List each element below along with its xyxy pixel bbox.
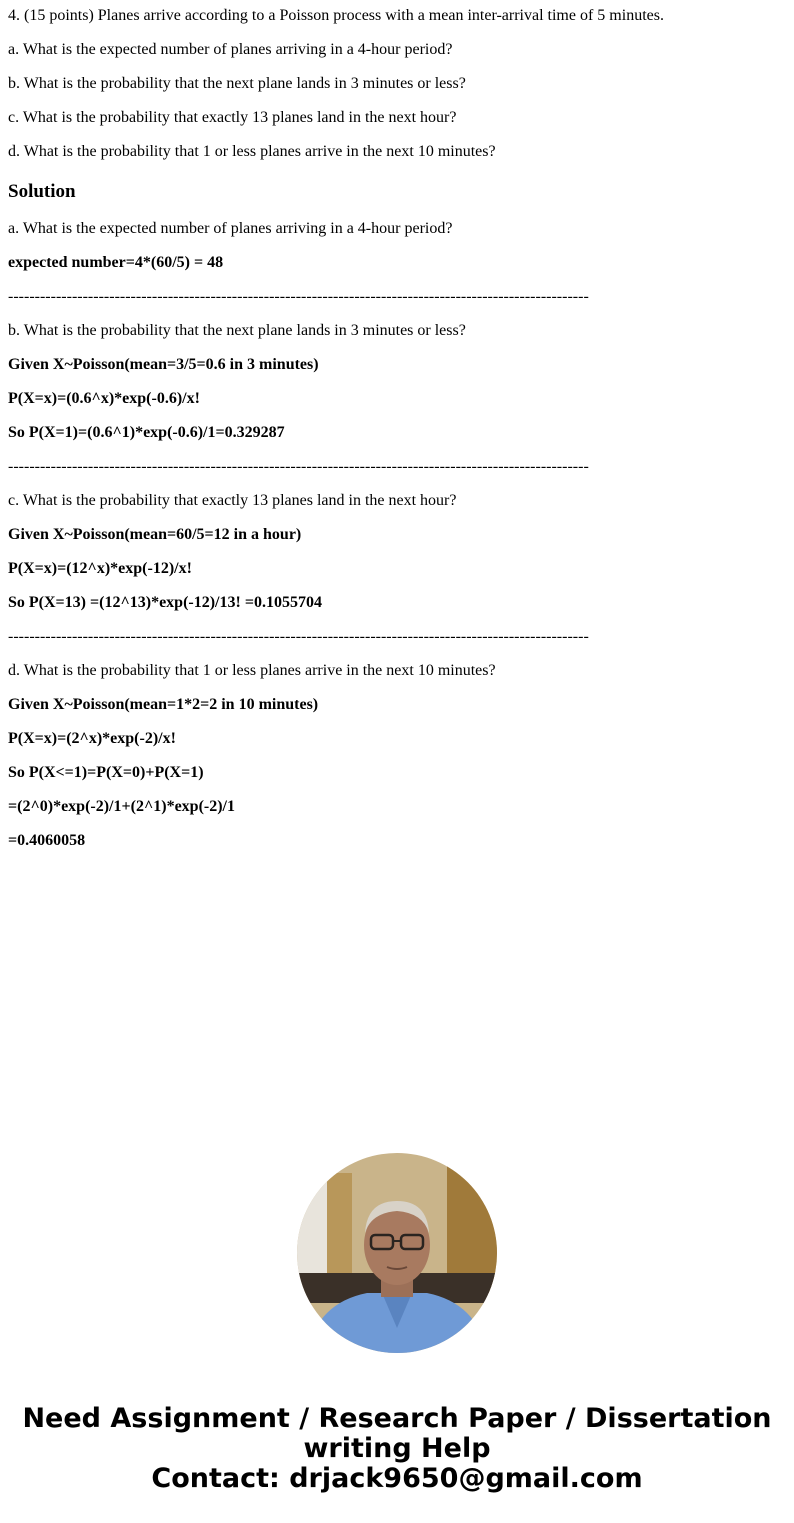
solution-b-line: So P(X=1)=(0.6^1)*exp(-0.6)/1=0.329287 <box>8 424 285 441</box>
author-portrait-image <box>297 1153 497 1353</box>
solution-c-line: So P(X=13) =(12^13)*exp(-12)/13! =0.1055704 <box>8 594 322 611</box>
solution-c-line: P(X=x)=(12^x)*exp(-12)/x! <box>8 560 192 577</box>
solution-a-answer: expected number=4*(60/5) = 48 <box>8 254 224 271</box>
promo-line-2: writing Help <box>303 1433 491 1464</box>
separator: ------------------------------------------------------------------------------------------------------------- <box>8 458 589 475</box>
solution-c-line: Given X~Poisson(mean=60/5=12 in a hour) <box>8 526 302 543</box>
solution-d-line: P(X=x)=(2^x)*exp(-2)/x! <box>8 730 176 747</box>
question-part-a: a. What is the expected number of planes arriving in a 4-hour period? <box>8 41 453 58</box>
solution-d-line: =0.4060058 <box>8 832 86 849</box>
question-part-d: d. What is the probability that 1 or less planes arrive in the next 10 minutes? <box>8 143 496 160</box>
solution-a-question: a. What is the expected number of planes arriving in a 4-hour period? <box>8 220 453 237</box>
separator: ------------------------------------------------------------------------------------------------------------- <box>8 628 589 645</box>
solution-c-question: c. What is the probability that exactly 13 planes land in the next hour? <box>8 492 457 509</box>
question-part-b: b. What is the probability that the next plane lands in 3 minutes or less? <box>8 75 466 92</box>
solution-heading: Solution <box>8 181 76 202</box>
solution-d-line: Given X~Poisson(mean=1*2=2 in 10 minutes) <box>8 696 319 713</box>
solution-d-question: d. What is the probability that 1 or less planes arrive in the next 10 minutes? <box>8 662 496 679</box>
solution-d-line: So P(X<=1)=P(X=0)+P(X=1) <box>8 764 204 781</box>
question-part-c: c. What is the probability that exactly 13 planes land in the next hour? <box>8 109 457 126</box>
solution-d-line: =(2^0)*exp(-2)/1+(2^1)*exp(-2)/1 <box>8 798 235 815</box>
solution-b-line: P(X=x)=(0.6^x)*exp(-0.6)/x! <box>8 390 200 407</box>
question-intro: 4. (15 points) Planes arrive according to a Poisson process with a mean inter-arrival time of 5 minutes. <box>8 7 664 24</box>
author-avatar <box>297 1153 497 1353</box>
solution-b-question: b. What is the probability that the next plane lands in 3 minutes or less? <box>8 322 466 339</box>
solution-b-line: Given X~Poisson(mean=3/5=0.6 in 3 minutes) <box>8 356 319 373</box>
promo-contact: Contact: drjack9650@gmail.com <box>151 1463 643 1494</box>
separator: ------------------------------------------------------------------------------------------------------------- <box>8 288 589 305</box>
promo-line-1: Need Assignment / Research Paper / Dissertation <box>22 1403 772 1434</box>
